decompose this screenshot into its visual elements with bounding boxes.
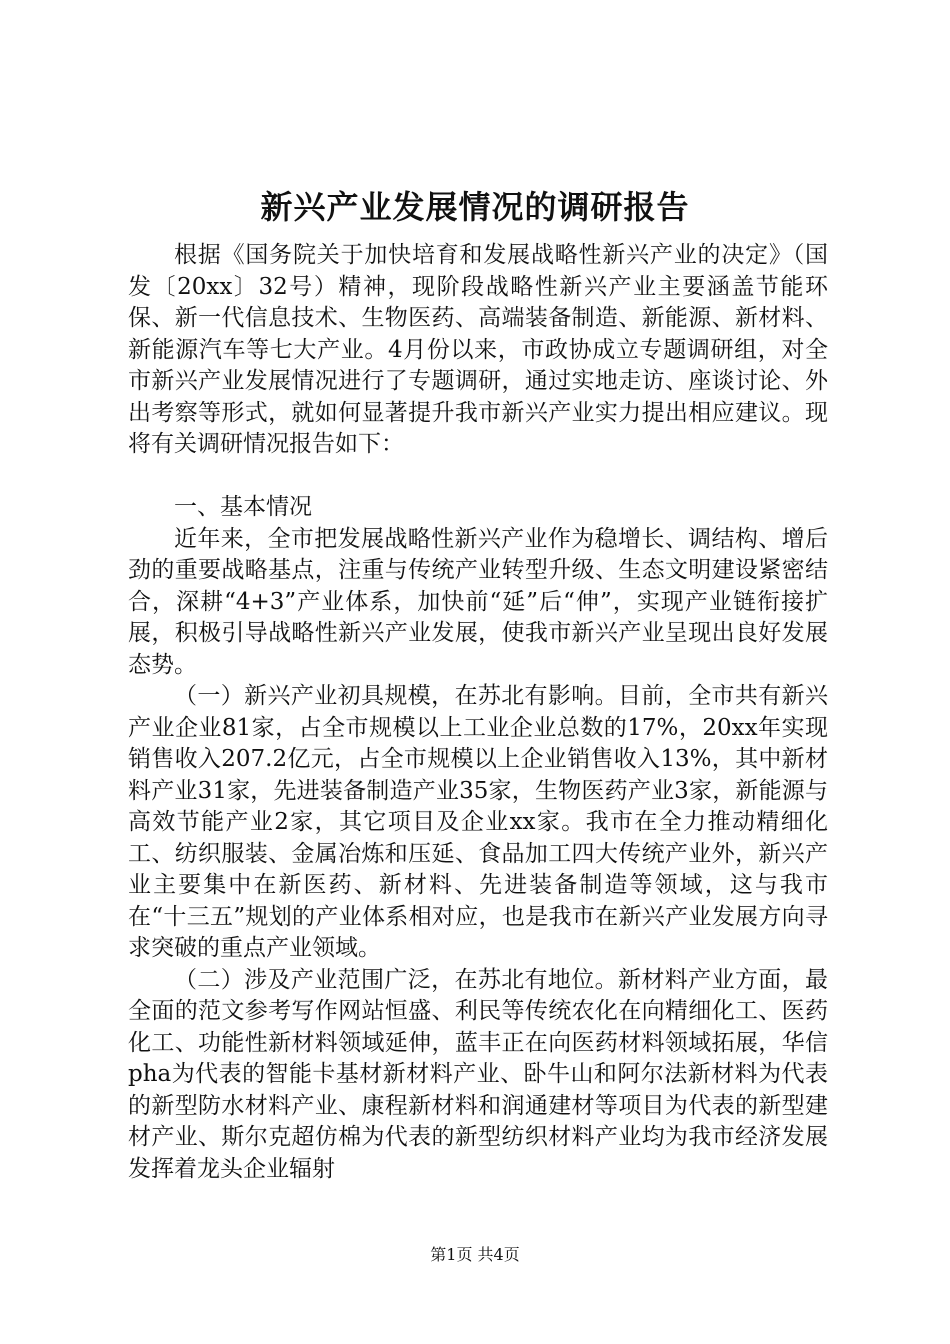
page-footer: 第1页 共4页 xyxy=(430,1245,520,1264)
paragraph-scale: （一）新兴产业初具规模，在苏北有影响。目前，全市共有新兴产业企业81家，占全市规模以上工业企业总数的17%，20xx年实现销售收入207.2亿元，占全市规模以上企业销售收入13%，其中新材料产业31家，先进装备制造产业35家，生物医药产业3家，新能源与高效节能产业2家，其它项目及企业xx家。我市在全力推动精细化工、纺织服装、金属冶炼和压延、食品加工四大传统产业外，新兴产业主要集中在新医药、新材料、先进装备制造等领域，这与我市在“十三五”规划的产业体系相对应，也是我市在新兴产业发展方向寻求突破的重点产业领域。 xyxy=(128,683,828,961)
section-heading-basic: 一、基本情况 xyxy=(174,494,312,520)
paragraph-overview: 近年来，全市把发展战略性新兴产业作为稳增长、调结构、增后劲的重要战略基点，注重与传统产业转型升级、生态文明建设紧密结合，深耕“4+3”产业体系，加快前“延”后“伸”，实现产业链衔接扩展，积极引导战略性新兴产业发展，使我市新兴产业呈现出良好发展态势。 xyxy=(128,525,828,678)
paragraph-scope: （二）涉及产业范围广泛，在苏北有地位。新材料产业方面，最全面的范文参考写作网站恒盛、利民等传统农化在向精细化工、医药化工、功能性新材料领域延伸，蓝丰正在向医药材料领域拓展，华信pha为代表的智能卡基材新材料产业、卧牛山和阿尔法新材料为代表的新型防水材料产业、康程新材料和润通建材等项目为代表的新型建材产业、斯尔克超仿棉为代表的新型纺织材料产业均为我市经济发展发挥着龙头企业辐射 xyxy=(128,966,828,1182)
document-body xyxy=(128,240,828,1185)
paragraph-intro: 根据《国务院关于加快培育和发展战略性新兴产业的决定》（国发〔20xx〕32号）精神，现阶段战略性新兴产业主要涵盖节能环保、新一代信息技术、生物医药、高端装备制造、新能源、新材料、新能源汽车等七大产业。4月份以来，市政协成立专题调研组，对全市新兴产业发展情况进行了专题调研，通过实地走访、座谈讨论、外出考察等形式，就如何显著提升我市新兴产业实力提出相应建议。现将有关调研情况报告如下： xyxy=(128,242,828,457)
document-title: 新兴产业发展情况的调研报告 xyxy=(260,188,690,226)
